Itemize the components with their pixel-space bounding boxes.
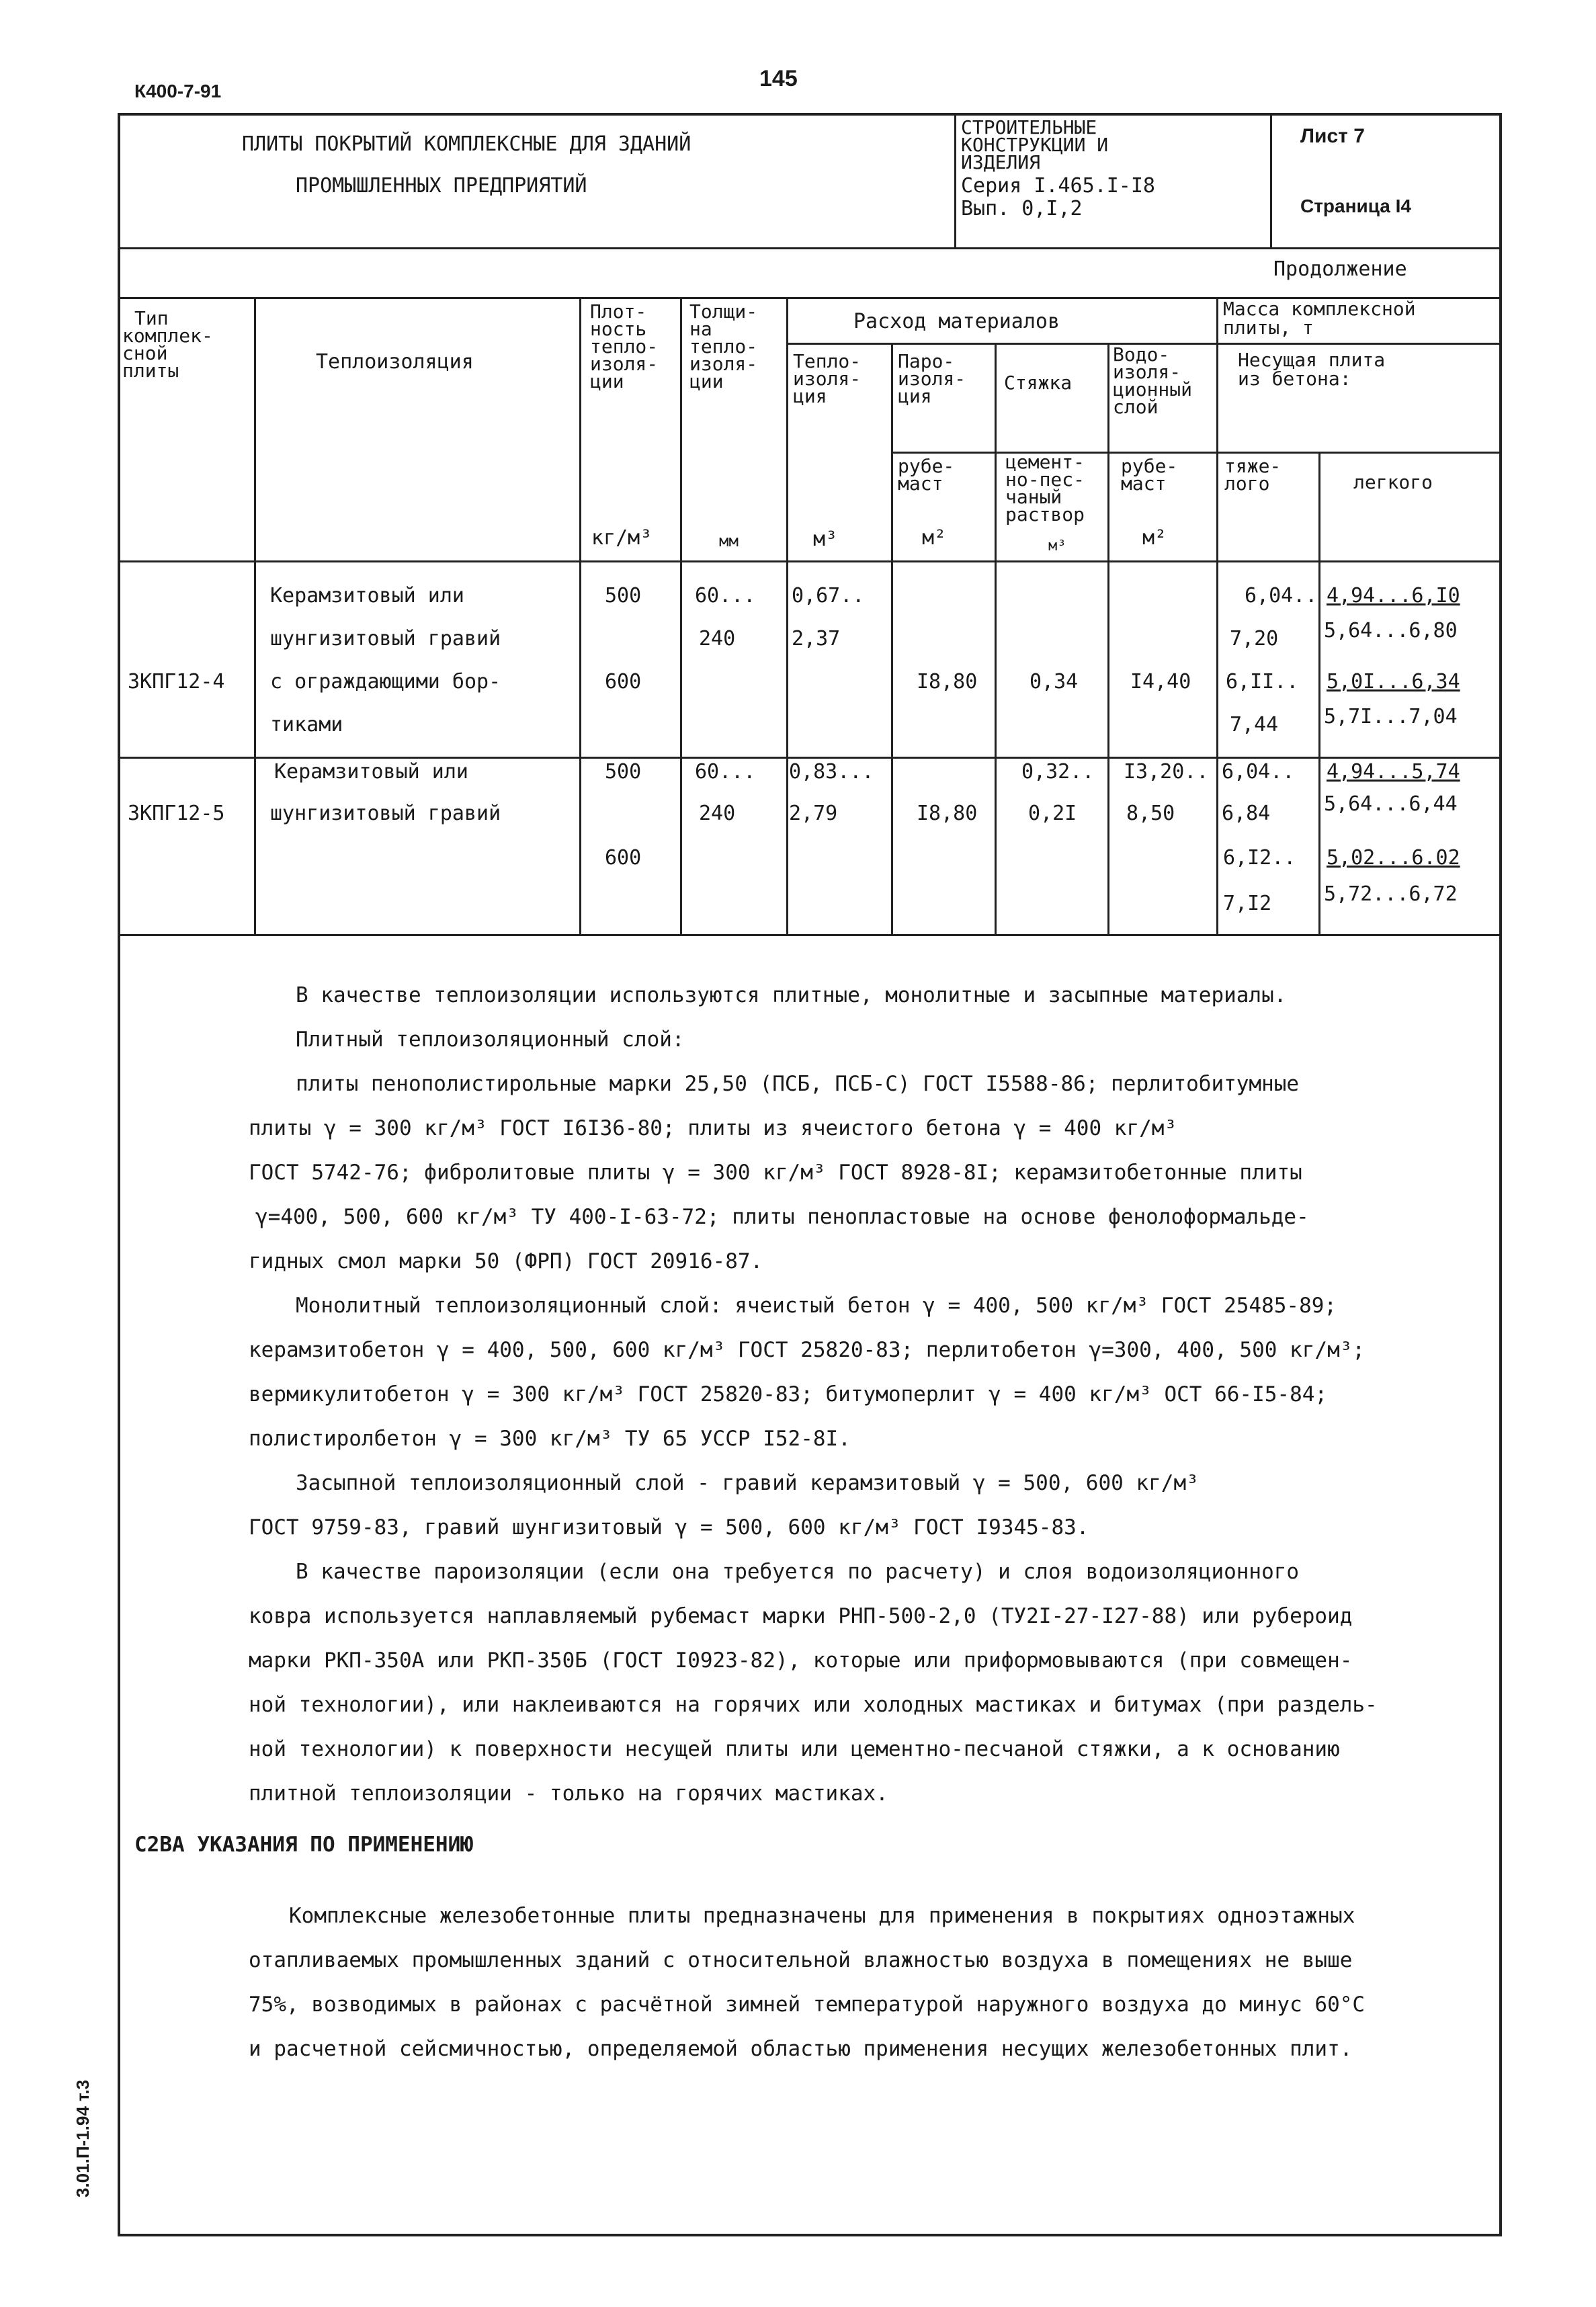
row1-insulation: Керамзитовый или [270,584,464,607]
row2-screed: 0,2I [1028,802,1077,825]
table-column-line [680,297,682,934]
table-column-line [786,297,788,934]
row1-light-mass: 5,0I...6,34 [1327,670,1460,694]
table-row-separator [118,757,1502,759]
row2-thickness: 240 [699,802,736,825]
row1-light-mass: 5,7I...7,04 [1324,705,1458,728]
row1-insulation-volume: 0,67.. [792,584,865,607]
continuation-label: Продолжение [1273,257,1407,281]
table-header-bottom-line [118,560,1502,562]
header-vapor-barrier: ция [898,385,932,407]
text-paragraph: вермикулитобетон γ = 300 кг/м³ ГОСТ 25820-83; битумоперлит γ = 400 кг/м³ ОСТ 66-I5-84; [249,1382,1328,1407]
row1-insulation: тиками [270,713,343,737]
document-title-line1: ПЛИТЫ ПОКРЫТИЙ КОМПЛЕКСНЫЕ ДЛЯ ЗДАНИЙ [242,132,691,156]
title-block-divider [1270,113,1272,247]
header-heavy-concrete: лого [1224,472,1270,495]
header-screed-mortar: цемент- [1005,451,1085,473]
text-paragraph: ГОСТ 5742-76; фибролитовые плиты γ = 300 кг/м³ ГОСТ 8928-8I; керамзитобетонные плиты [249,1161,1302,1185]
header-bearing-slab: Несущая плита [1238,349,1386,371]
text-paragraph: плиты γ = 300 кг/м³ ГОСТ I6I36-80; плиты из ячеистого бетона γ = 400 кг/м³ [249,1116,1177,1140]
row2-light-mass: 5,72...6,72 [1324,882,1458,906]
table-column-line [254,297,256,934]
row2-insulation: шунгизитовый гравий [270,802,501,825]
row1-insulation: с ограждающими бор- [270,670,501,694]
header-water-rubemast: маст [1121,472,1167,495]
header-light-concrete: легкого [1353,471,1433,493]
page-number: 145 [759,66,798,91]
row1-type: ЗКПГ12-4 [128,670,225,694]
header-waterproofing: слой [1113,396,1159,418]
row1-heavy-mass: 6,04.. [1245,584,1318,607]
series-line: КОНСТРУКЦИИ И [961,134,1109,156]
row2-light-mass: 5,02...6.02 [1327,846,1460,870]
header-density: тепло- [590,335,659,358]
row1-insulation-volume: 2,37 [792,627,841,651]
header-type: Тип [134,307,169,329]
row2-heavy-mass: 6,I2.. [1223,846,1296,870]
issue-number: Вып. 0,I,2 [961,197,1083,220]
text-paragraph: Засыпной теплоизоляционный слой - гравий керамзитовый γ = 500, 600 кг/м³ [296,1471,1199,1495]
header-bearing-slab: из бетона: [1238,368,1351,390]
text-paragraph: 75%, возводимых в районах с расчётной зимней температурой наружного воздуха до минус 60°С [249,1993,1366,2017]
row2-insulation-volume: 2,79 [789,802,838,825]
row1-heavy-mass: 6,II.. [1226,670,1299,694]
row2-vapor-barrier: I8,80 [917,802,978,825]
header-mat-insulation: Тепло- [793,350,862,372]
row2-heavy-mass: 6,84 [1222,802,1271,825]
table-column-line [995,343,997,934]
text-paragraph: Плитный теплоизоляционный слой: [296,1027,685,1052]
text-paragraph: ной технологии) к поверхности несущей плиты или цементно-песчаной стяжки, а к основанию [249,1737,1340,1761]
header-materials: Расход материалов [853,310,1060,333]
row1-thickness: 240 [699,627,736,651]
text-paragraph: отапливаемых промышленных зданий с относительной влажностью воздуха в помещениях не выше [249,1948,1353,1972]
row2-waterproofing: 8,50 [1126,802,1175,825]
header-vapor-barrier: Паро- [898,350,955,372]
table-column-line [891,343,893,934]
unit-thickness: мм [719,532,739,550]
row2-insulation-volume: 0,83... [789,760,874,784]
row1-density: 500 [605,584,642,607]
row1-heavy-mass: 7,44 [1230,713,1279,737]
unit-density: кг/м³ [591,526,653,550]
title-block-bottom-line [118,247,1502,249]
table-column-line [579,297,581,934]
text-paragraph: плиты пенополистирольные марки 25,50 (ПСБ, ПСБ-С) ГОСТ I5588-86; перлитобитумные [296,1072,1300,1096]
row1-screed: 0,34 [1030,670,1079,694]
text-paragraph: В качестве теплоизоляции используются плитные, монолитные и засыпные материалы. [296,983,1287,1007]
series-line: СТРОИТЕЛЬНЫЕ [961,116,1097,138]
header-heavy-concrete: тяже- [1224,455,1282,477]
unit-insulation: м³ [813,528,838,551]
header-type: плиты [122,360,179,382]
series-line: ИЗДЕЛИЯ [961,151,1041,173]
row1-vapor-barrier: I8,80 [917,670,978,694]
row1-insulation: шунгизитовый гравий [270,627,501,651]
document-code: К400-7-91 [134,81,222,101]
header-mat-insulation: ция [793,385,827,407]
header-thickness: тепло- [689,335,758,358]
row2-heavy-mass: 7,I2 [1223,892,1272,915]
header-thickness: изоля- [689,353,758,375]
header-mass: плиты, т [1223,317,1314,339]
row2-waterproofing: I3,20.. [1124,760,1209,784]
row2-insulation: Керамзитовый или [274,760,468,784]
series-number: Серия I.465.I-I8 [961,174,1155,198]
row2-density: 500 [605,760,642,784]
text-paragraph: ной технологии), или наклеиваются на горячих или холодных мастиках и битумах (при раздель- [249,1693,1378,1717]
row1-density: 600 [605,670,642,694]
text-paragraph: керамзитобетон γ = 400, 500, 600 кг/м³ ГОСТ 25820-83; перлитобетон γ=300, 400, 500 кг/м³; [249,1338,1366,1362]
header-thickness: Толщи- [689,300,758,323]
header-type: комплек- [122,325,213,347]
row1-heavy-mass: 7,20 [1230,627,1279,651]
header-waterproofing: изоля- [1113,361,1181,383]
table-column-line [1216,297,1218,934]
sub-header-line [891,452,1502,454]
row1-light-mass: 5,64...6,80 [1324,619,1458,642]
header-type: сной [122,342,168,364]
header-waterproofing: ционный [1113,378,1193,401]
header-waterproofing: Водо- [1113,343,1170,366]
mass-subheader-line [1216,343,1502,345]
text-paragraph: В качестве пароизоляции (если она требуется по расчету) и слоя водоизоляционного [296,1560,1300,1584]
header-screed-mortar: чаный [1005,486,1062,508]
header-density: ции [590,370,624,392]
text-paragraph: Монолитный теплоизоляционный слой: ячеистый бетон γ = 400, 500 кг/м³ ГОСТ 25485-89; [296,1294,1337,1318]
text-paragraph: марки РКП-350А или РКП-350Б (ГОСТ I0923-82), которые или приформовываются (при совмещен- [249,1648,1353,1673]
table-column-line [1318,452,1320,934]
row2-light-mass: 5,64...6,44 [1324,792,1458,816]
unit-vapor: м² [922,526,947,550]
header-water-rubemast: рубе- [1121,455,1178,477]
unit-screed: м³ [1048,538,1066,554]
text-paragraph: и расчетной сейсмичностью, определяемой областью применения несущих железобетонных плит. [249,2037,1353,2061]
sheet-number: Лист 7 [1300,125,1365,147]
row2-screed: 0,32.. [1021,760,1095,784]
unit-water: м² [1142,526,1167,550]
row1-waterproofing: I4,40 [1130,670,1191,694]
text-paragraph: плитной теплоизоляции - только на горячих мастиках. [249,1781,888,1806]
text-paragraph: Комплексные железобетонные плиты предназначены для применения в покрытиях одноэтажных [289,1904,1355,1928]
row2-type: ЗКПГ12-5 [128,802,225,825]
document-title-line2: ПРОМЫШЛЕННЫХ ПРЕДПРИЯТИЙ [296,174,587,198]
side-code: 3.01.П-1.94 т.3 [73,2079,93,2197]
row2-density: 600 [605,846,642,870]
text-paragraph: γ=400, 500, 600 кг/м³ ТУ 400-I-63-72; плиты пенопластовые на основе фенолоформальде- [255,1205,1309,1229]
header-density: ность [590,318,647,340]
row2-thickness: 60... [695,760,756,784]
header-screed: Стяжка [1004,372,1073,394]
header-vapor-barrier: изоля- [898,368,966,390]
header-insulation: Теплоизоляция [316,350,474,374]
header-mat-insulation: изоля- [793,368,862,390]
table-column-line [1107,343,1109,934]
page-in-sheet: Страница I4 [1300,196,1411,216]
title-block-divider [954,113,956,247]
header-screed-mortar: раствор [1005,503,1085,526]
header-thickness: ции [689,370,724,392]
header-density: изоля- [590,353,659,375]
row2-heavy-mass: 6,04.. [1222,760,1295,784]
text-paragraph: полистиролбетон γ = 300 кг/м³ ТУ 65 УССР I52-8I. [249,1427,851,1451]
header-thickness: на [689,318,712,340]
header-vapor-rubemast: маст [898,472,943,495]
text-paragraph: гидных смол марки 50 (ФРП) ГОСТ 20916-87. [249,1249,763,1273]
row1-thickness: 60... [695,584,756,607]
header-vapor-rubemast: рубе- [898,455,955,477]
header-screed-mortar: но-пес- [1005,468,1085,491]
header-density: Плот- [590,300,647,323]
text-paragraph: ГОСТ 9759-83, гравий шунгизитовый γ = 500, 600 кг/м³ ГОСТ I9345-83. [249,1515,1089,1540]
text-paragraph: ковра используется наплавляемый рубемаст марки РНП-500-2,0 (ТУ2I-27-I27-88) или рубероид [249,1604,1353,1628]
row1-light-mass: 4,94...6,I0 [1327,584,1460,607]
row2-light-mass: 4,94...5,74 [1327,760,1460,784]
table-bottom-line [118,934,1502,936]
header-mass: Масса комплексной [1223,298,1416,320]
section-heading: С2ВА УКАЗАНИЯ ПО ПРИМЕНЕНИЮ [134,1833,473,1857]
